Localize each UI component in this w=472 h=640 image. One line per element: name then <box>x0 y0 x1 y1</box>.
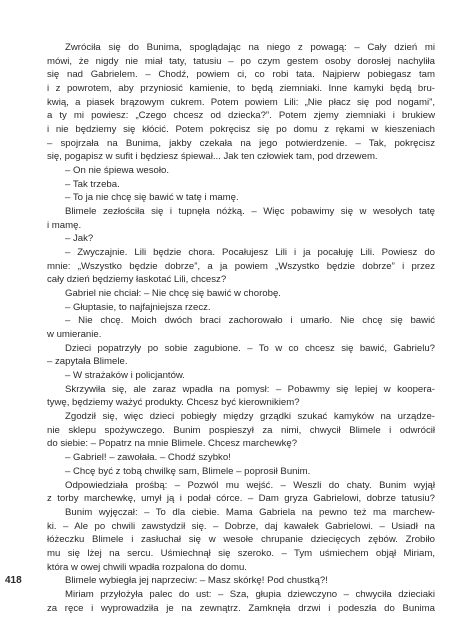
text-line: – W strażaków i policjantów. <box>65 370 185 382</box>
text-line: – Nie chcę. Moich dwóch braci zachorowało i umarło. Nie chcę się bawić <box>65 315 435 327</box>
text-line: – Zwyczajnie. Lili będzie chora. Pocałujesz Lili i ja pocałuję Lili. Powiesz do <box>65 247 435 259</box>
text-line: Blimele zezłościła się i tupnęła nóżką. – Więc pobawimy się w wesołych tatę <box>65 206 435 218</box>
text-line: łóżeczku Blimele i zasłuchał się w wesołe chrupanie dziecięcych zębów. Zrobiło <box>47 534 435 546</box>
text-line: i z powrotem, aby przyniosić kamienie, to będą ziemniaki. Inne kamyki będą bru- <box>47 83 435 95</box>
text-line: mówi, że nigdy nie miał taty, tatusiu – po czym gestem osoby dorosłej nachyliła <box>47 55 435 67</box>
text-line: się, pogapisz w sufit i będziesz śpiewał... Jak ten człowiek tam, pod drzewem. <box>47 151 378 163</box>
page-number: 418 <box>5 575 22 586</box>
text-line: – spojrzała na Bunima, jakby czekała na jego potwierdzenie. – Tak, pokręcisz <box>47 137 435 149</box>
text-line: nie sklepu spożywczego. Bunim pospieszył za nimi, chwycił Blimele i odwrócił <box>47 424 435 436</box>
text-line: do siebie: – Popatrz na mnie Blimele. Chcesz marchewkę? <box>47 438 298 450</box>
text-line: Miriam przyłożyła palec do ust: – Sza, głupia dziewczyno – chwyciła dzieciaki <box>65 588 435 600</box>
text-line: mu się lżej na sercu. Uśmiechnął się szeroko. – Tym uśmiechem objął Miriam, <box>47 547 435 559</box>
text-line: która w owej chwili wpadła rozpalona do domu. <box>47 561 247 573</box>
text-line: – Jak? <box>65 233 94 245</box>
text-line: się nad Gabrielem. – Chodź, powiem ci, co robi tata. Najpierw pobiegasz tam <box>47 69 435 81</box>
text-line: – Tak trzeba. <box>65 178 120 190</box>
text-line: – Gabriel! – zawołała. – Chodź szybko! <box>65 452 231 464</box>
text-line: – On nie śpiewa wesoło. <box>65 165 169 177</box>
text-line: i mamę. <box>47 219 82 231</box>
text-line: Zwróciła się do Bunima, spoglądając na niego z powagą: – Cały dzień mi <box>65 42 435 53</box>
text-line: Dzieci popatrzyły po sobie zagubione. – To w co chcesz się bawić, Gabrielu? <box>65 342 435 354</box>
body-text <box>47 41 435 615</box>
text-line: – Chcę być z tobą chwilkę sam, Blimele – poprosił Bunim. <box>65 465 311 477</box>
text-line: – zapytała Blimele. <box>47 356 128 368</box>
text-line: i nie będziemy się kłócić. Potem pokręcisz się po domu z rękami w kieszeniach <box>47 124 435 136</box>
text-line: Bunim wyjęczał: – To dla ciebie. Mama Gabriela na pewno też ma marchew- <box>65 506 435 518</box>
text-line: – Głuptasie, to najfajniejsza rzecz. <box>65 301 211 313</box>
text-line: Blimele wybiegła jej naprzeciw: – Masz skórkę! Pod chustką?! <box>65 575 328 587</box>
text-line: Odpowiedziała prośbą: – Pozwól mu wejść. – Weszli do chaty. Bunim wyjął <box>65 479 435 491</box>
text-line: ki. – Ale po chwili zawstydził się. – Dobrze, daj kawałek Gabrielowi. – Usiadł na <box>47 520 435 532</box>
text-line: tywę, będziemy ważyć produkty. Chcesz być kierownikiem? <box>47 397 300 409</box>
text-line: z torby marchewkę, umył ją i podał córce. – Dam gryza Gabrielowi, dobrze tatusiu? <box>47 493 435 505</box>
text-line: w umieranie. <box>47 329 102 341</box>
text-line: kwią, a piasek brązowym cukrem. Potem powiem Lili: „Nie płacz się pod nogami”, <box>47 96 435 108</box>
text-line: za ręce i wyprowadziła je na zewnątrz. Zamknęła drzwi i podeszła do Bunima <box>47 602 435 614</box>
text-line: – To ja nie chcę się bawić w tatę i mamę. <box>65 192 239 204</box>
text-line: Gabriel nie chciał: – Nie chcę się bawić w chorobę. <box>65 288 281 300</box>
text-line: Zgodził się, więc dzieci pobiegły między grządki szukać kamyków na urządze- <box>65 411 435 423</box>
text-line: Skrzywiła się, ale zaraz wpadła na pomysł: – Pobawmy się lepiej w koopera- <box>65 383 435 395</box>
text-line: a ty mi powiesz: „Czego chcesz od dziecka?”. Potem zjemy ziemniaki i brukiew <box>47 110 435 122</box>
text-line: cały dzień będziemy łaskotać Lili, chcesz? <box>47 274 227 286</box>
text-line: mnie: „Wszystko będzie dobrze”, a ja powiem „Wszystko będzie dobrze” i przez <box>47 260 435 272</box>
